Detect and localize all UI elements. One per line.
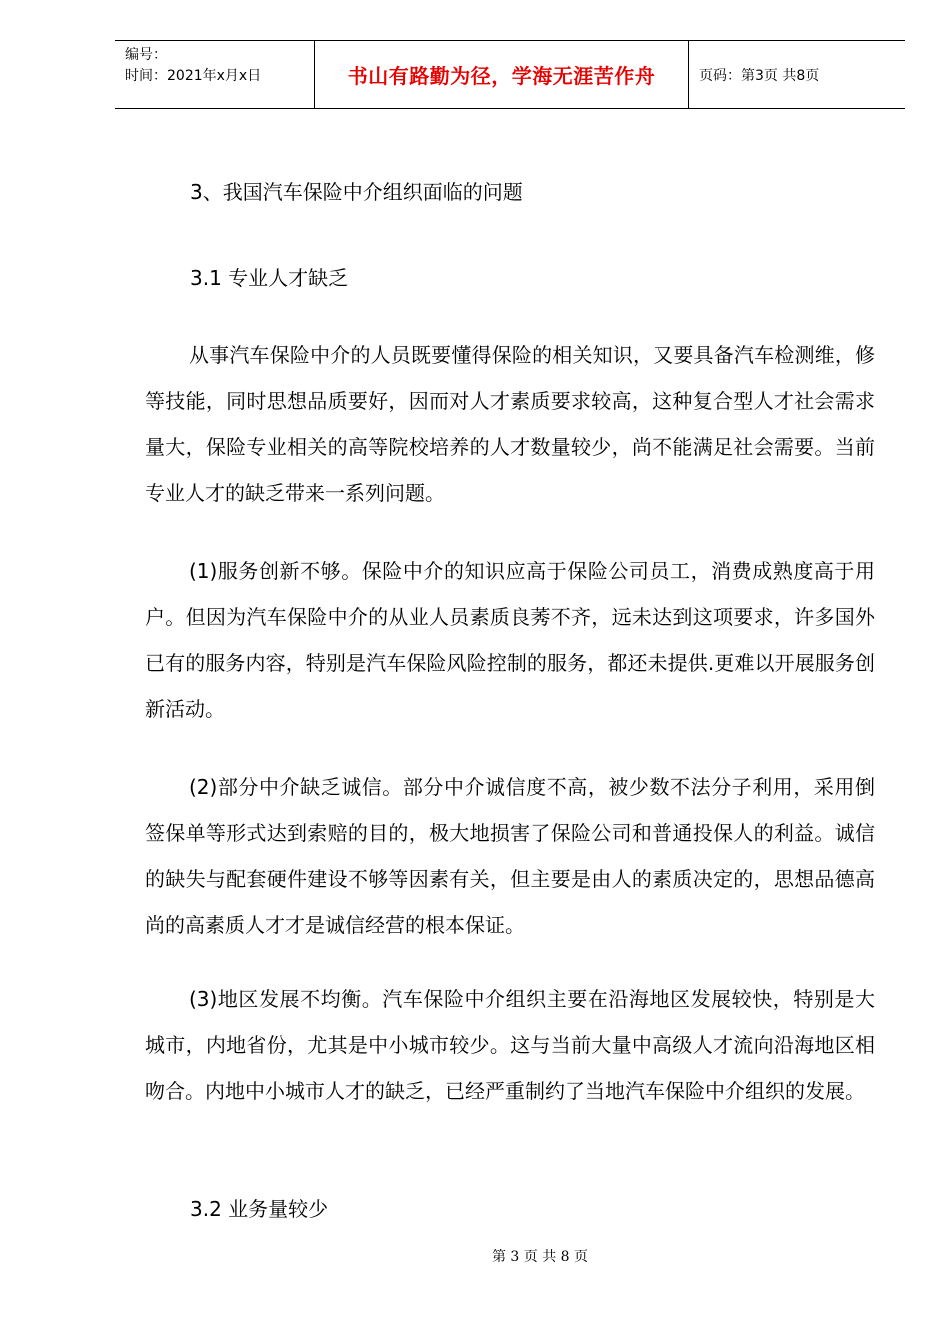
header-time: 时间：2021年x月x日 xyxy=(125,68,262,84)
page-header xyxy=(115,40,905,109)
header-number: 编号： xyxy=(125,47,167,63)
paragraph-intro: 从事汽车保险中介的人员既要懂得保险的相关知识，又要具备汽车检测维，修等技能，同时思想品质要好，因而对人才素质要求较高，这种复合型人才社会需求量大，保险专业相关的高等院校培养的人才数量较少，尚不能满足社会需要。当前专业人才的缺乏带来一系列问题。 xyxy=(145,343,875,505)
header-motto: 书山有路勤为径，学海无涯苦作舟 xyxy=(315,41,689,108)
header-page-info: 页码：第3页 共8页 xyxy=(699,67,820,84)
page-footer: 第 3 页 共 8 页 xyxy=(491,1249,589,1265)
header-meta xyxy=(115,41,315,108)
paragraph-3: (3)地区发展不均衡。汽车保险中介组织主要在沿海地区发展较快，特别是大城市，内地省份，尤其是中小城市较少。这与当前大量中高级人才流向沿海地区相吻合。内地中小城市人才的缺乏，已经严重制约了当地汽车保险中介组织的发展。 xyxy=(145,987,875,1103)
section-3-1-title: 3.1 专业人才缺乏 xyxy=(190,266,349,290)
paragraph-2: (2)部分中介缺乏诚信。部分中介诚信度不高，被少数不法分子利用，采用倒签保单等形式达到索赔的目的，极大地损害了保险公司和普通投保人的利益。诚信的缺失与配套硬件建设不够等因素有关，但主要是由人的素质决定的，思想品德高尚的高素质人才才是诚信经营的根本保证。 xyxy=(145,775,875,937)
paragraph-1: (1)服务创新不够。保险中介的知识应高于保险公司员工，消费成熟度高于用户。但因为汽车保险中介的从业人员素质良莠不齐，远未达到这项要求，许多国外已有的服务内容，特别是汽车保险风险控制的服务，都还未提供.更难以开展服务创新活动。 xyxy=(145,559,875,721)
section-3-title: 3、我国汽车保险中介组织面临的问题 xyxy=(190,180,523,204)
section-3-2-title: 3.2 业务量较少 xyxy=(190,1197,329,1221)
